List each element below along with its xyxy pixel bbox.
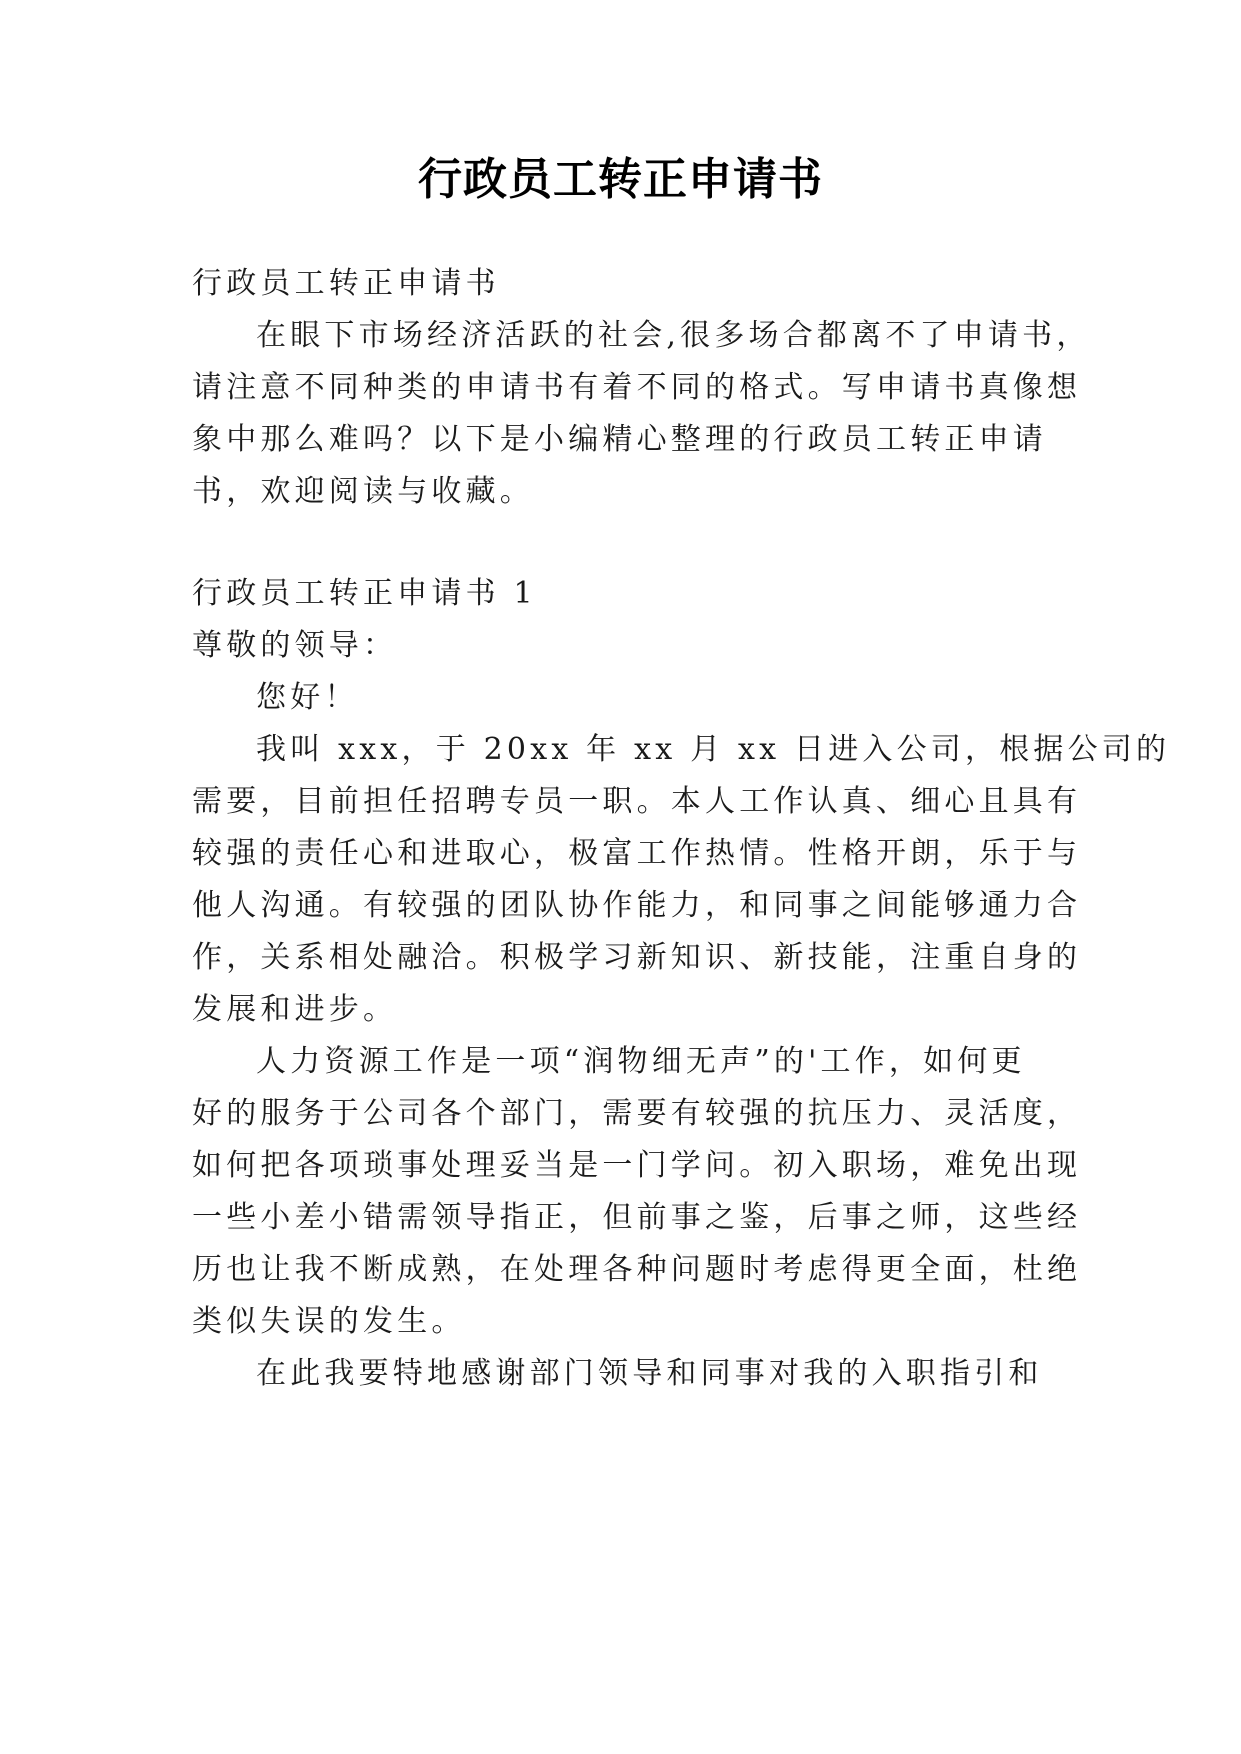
para1-line-5: 作，关系相处融洽。积极学习新知识、新技能，注重自身的: [192, 940, 1082, 975]
para1-line-2: 需要，目前担任招聘专员一职。本人工作认真、细心且具有: [192, 784, 1082, 819]
subtitle-line: 行政员工转正申请书: [192, 266, 500, 301]
para2-line-6: 类似失误的发生。: [192, 1304, 466, 1339]
intro-line-3: 象中那么难吗？以下是小编精心整理的行政员工转正申请: [192, 422, 1047, 457]
para2-line-4: 一些小差小错需领导指正，但前事之鉴，后事之师，这些经: [192, 1200, 1082, 1235]
para2-line-5: 历也让我不断成熟，在处理各种问题时考虑得更全面，杜绝: [192, 1252, 1082, 1287]
para2-line-3: 如何把各项琐事处理妥当是一门学问。初入职场，难免出现: [192, 1148, 1082, 1183]
section-heading: 行政员工转正申请书 1: [192, 576, 537, 611]
para2-line-2: 好的服务于公司各个部门，需要有较强的抗压力、灵活度，: [192, 1096, 1082, 1131]
para2-line-1: 人力资源工作是一项“润物细无声”的'工作，如何更: [256, 1044, 1026, 1079]
greeting: 您好！: [256, 680, 359, 715]
intro-line-4: 书，欢迎阅读与收藏。: [192, 474, 534, 509]
para1-line-4: 他人沟通。有较强的团队协作能力，和同事之间能够通力合: [192, 888, 1082, 923]
para3-line-1: 在此我要特地感谢部门领导和同事对我的入职指引和: [256, 1356, 1043, 1391]
para1-line-6: 发展和进步。: [192, 992, 398, 1027]
intro-line-2: 请注意不同种类的申请书有着不同的格式。写申请书真像想: [192, 370, 1082, 405]
document-title: 行政员工转正申请书: [418, 154, 823, 205]
para1-line-3: 较强的责任心和进取心，极富工作热情。性格开朗，乐于与: [192, 836, 1082, 871]
salutation: 尊敬的领导：: [192, 628, 398, 663]
para1-line-1: 我叫 xxx，于 20xx 年 xx 月 xx 日进入公司，根据公司的: [256, 732, 1171, 767]
intro-line-1: 在眼下市场经济活跃的社会,很多场合都离不了申请书，: [256, 318, 1091, 353]
